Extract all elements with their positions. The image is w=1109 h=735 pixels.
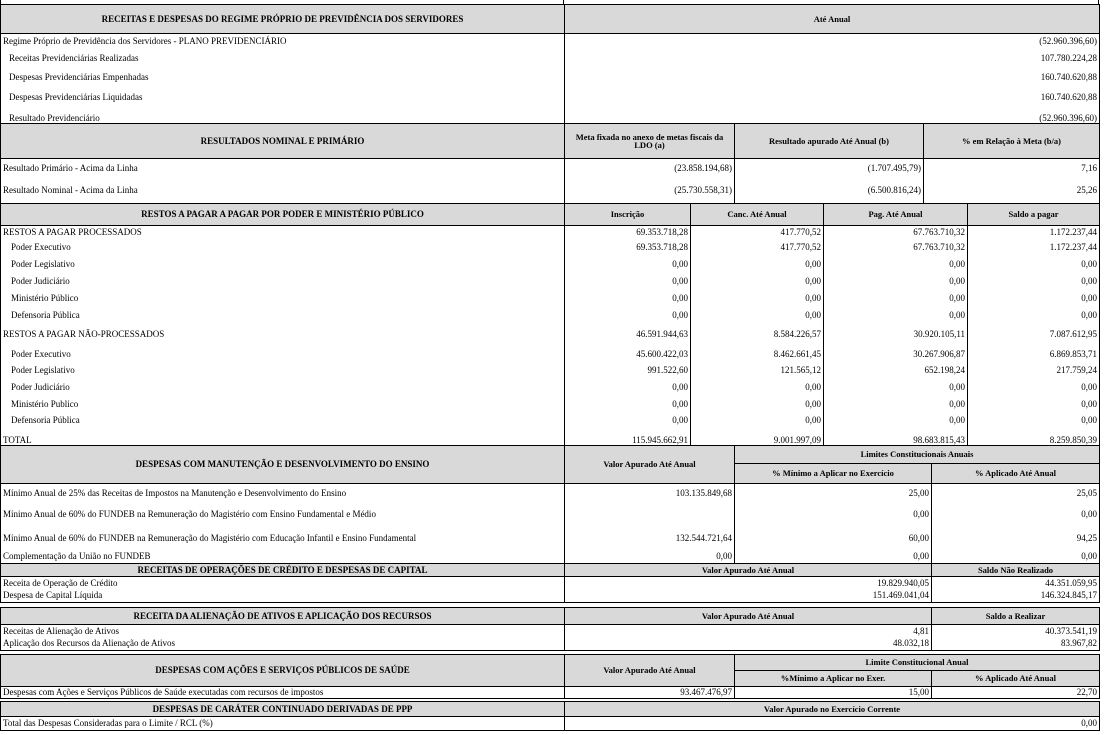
resultados-row-value: (6.500.816,24) bbox=[735, 178, 924, 204]
table-row bbox=[1, 290, 1100, 307]
restos-row-value: 0,00 bbox=[565, 379, 691, 396]
restos-row-value: 0,00 bbox=[968, 307, 1100, 324]
restos-row-value: 0,00 bbox=[691, 307, 824, 324]
mde-row-label: Complementação da União no FUNDEB bbox=[1, 550, 565, 564]
alienacao-header: RECEITA DA ALIENAÇÃO DE ATIVOS E APLICAÇÃO DOS RECURSOS bbox=[1, 608, 565, 625]
table-row bbox=[1, 484, 1100, 503]
restos-row-label: TOTAL bbox=[1, 429, 565, 453]
resultados-col-header: Resultado apurado Até Anual (b) bbox=[735, 124, 924, 159]
alienacao-row-value: 48.032,18 bbox=[565, 638, 932, 651]
mde-row-label: Mínimo Anual de 25% das Receitas de Impostos na Manutenção e Desenvolvimento do Ensino bbox=[1, 484, 565, 503]
mde-row-value bbox=[565, 503, 735, 527]
restos-row-value: 0,00 bbox=[691, 290, 824, 307]
header-row bbox=[1, 608, 1100, 625]
restos-row-value: 0,00 bbox=[968, 396, 1100, 413]
restos-row-value: 0,00 bbox=[824, 256, 968, 273]
table-row bbox=[1, 256, 1100, 273]
table-row bbox=[1, 527, 1100, 550]
header-row bbox=[1, 204, 1100, 226]
mde-row-value: 25,00 bbox=[735, 484, 932, 503]
mde-row-value: 60,00 bbox=[735, 527, 932, 550]
header-row bbox=[1, 5, 1100, 34]
table-row bbox=[1, 717, 1100, 731]
restos-row-value: 0,00 bbox=[968, 379, 1100, 396]
table-row bbox=[1, 396, 1100, 413]
restos-row-label: Poder Judiciário bbox=[1, 379, 565, 396]
restos-row-value: 8.584.226,57 bbox=[691, 324, 824, 346]
previdencia-row-label: Despesas Previdenciárias Liquidadas bbox=[1, 87, 565, 108]
credito-row-label: Despesa de Capital Líquida bbox=[1, 590, 565, 603]
credito-table bbox=[0, 563, 1100, 603]
mde-row-value: 103.135.849,68 bbox=[565, 484, 735, 503]
ppp-col-header: Valor Apurado no Exercício Corrente bbox=[565, 702, 1100, 717]
saude-table bbox=[0, 654, 1100, 699]
credito-row-value: 151.469.041,04 bbox=[565, 590, 932, 603]
mde-row-value: 0,00 bbox=[735, 503, 932, 527]
mde-row-value: 0,00 bbox=[735, 550, 932, 564]
restos-row-label: Poder Judiciário bbox=[1, 273, 565, 290]
restos-row-value: 67.763.710,32 bbox=[824, 239, 968, 256]
table-row bbox=[1, 68, 1100, 87]
restos-row-value: 0,00 bbox=[565, 307, 691, 324]
saude-row-value: 93.467.476,97 bbox=[565, 687, 735, 699]
restos-table bbox=[0, 203, 1100, 453]
resultados-row-label: Resultado Nominal - Acima da Linha bbox=[1, 178, 565, 204]
restos-header: RESTOS A PAGAR A PAGAR POR PODER E MINISTÉRIO PÚBLICO bbox=[1, 204, 565, 226]
table-row bbox=[1, 34, 1100, 49]
resultados-table bbox=[0, 123, 1100, 204]
restos-row-value: 67.763.710,32 bbox=[824, 226, 968, 239]
resultados-row-value: 25,26 bbox=[924, 178, 1100, 204]
restos-row-value: 0,00 bbox=[691, 273, 824, 290]
restos-row-value: 0,00 bbox=[565, 273, 691, 290]
restos-row-label: Defensoria Pública bbox=[1, 413, 565, 429]
restos-row-value: 0,00 bbox=[565, 290, 691, 307]
resultados-row-value: 7,16 bbox=[924, 159, 1100, 178]
restos-row-label: Poder Executivo bbox=[1, 346, 565, 363]
restos-row-value: 417.770,52 bbox=[691, 226, 824, 239]
mde-row-value: 0,00 bbox=[565, 550, 735, 564]
restos-row-value: 69.353.718,28 bbox=[565, 239, 691, 256]
restos-col-header: Canc. Até Anual bbox=[691, 204, 824, 226]
saude-col-valor: Valor Apurado Até Anual bbox=[565, 655, 735, 687]
table-row bbox=[1, 550, 1100, 564]
mde-row-value: 0,00 bbox=[932, 550, 1100, 564]
alienacao-row-label: Receitas de Alienação de Ativos bbox=[1, 625, 565, 638]
restos-row-value: 0,00 bbox=[565, 256, 691, 273]
saude-col-limite: Limite Constitucional Anual bbox=[735, 655, 1100, 671]
resultados-row-value: (1.707.495,79) bbox=[735, 159, 924, 178]
table-row bbox=[1, 590, 1100, 603]
table-row bbox=[1, 239, 1100, 256]
table-row bbox=[1, 577, 1100, 590]
previdencia-row-value: (52.960.396,60) bbox=[565, 34, 1100, 49]
mde-table bbox=[0, 445, 1100, 564]
previdencia-header: RECEITAS E DESPESAS DO REGIME PRÓPRIO DE PREVIDÊNCIA DOS SERVIDORES bbox=[1, 5, 565, 34]
restos-row-value: 0,00 bbox=[824, 413, 968, 429]
header-row bbox=[1, 702, 1100, 717]
table-row bbox=[1, 49, 1100, 68]
mde-col-valor: Valor Apurado Até Anual bbox=[565, 446, 735, 484]
restos-row-label: Poder Legislativo bbox=[1, 256, 565, 273]
alienacao-col-header: Valor Apurado Até Anual bbox=[565, 608, 932, 625]
restos-row-value: 0,00 bbox=[691, 413, 824, 429]
restos-row-value: 0,00 bbox=[968, 413, 1100, 429]
restos-row-value: 121.565,12 bbox=[691, 363, 824, 379]
credito-row-value: 146.324.845,17 bbox=[932, 590, 1100, 603]
credito-col-header: Valor Apurado Até Anual bbox=[565, 564, 932, 577]
header-row bbox=[1, 655, 1100, 671]
ppp-row-label: Total das Despesas Consideradas para o Limite / RCL (%) bbox=[1, 717, 565, 731]
restos-row-value: 0,00 bbox=[824, 379, 968, 396]
mde-col-aplic: % Aplicado Até Anual bbox=[932, 464, 1100, 484]
alienacao-col-header: Saldo a Realizar bbox=[932, 608, 1100, 625]
restos-row-value: 69.353.718,28 bbox=[565, 226, 691, 239]
restos-row-value: 991.522,60 bbox=[565, 363, 691, 379]
saude-row-label: Despesas com Ações e Serviços Públicos de Saúde executadas com recursos de impostos bbox=[1, 687, 565, 699]
table-row bbox=[1, 625, 1100, 638]
table-row bbox=[1, 159, 1100, 178]
header-row bbox=[1, 446, 1100, 464]
previdencia-row-label: Regime Próprio de Previdência dos Servidores - PLANO PREVIDENCIÁRIO bbox=[1, 34, 565, 49]
ppp-row-value: 0,00 bbox=[565, 717, 1100, 731]
resultados-row-label: Resultado Primário - Acima da Linha bbox=[1, 159, 565, 178]
restos-col-header: Pag. Até Anual bbox=[824, 204, 968, 226]
restos-row-value: 30.267.906,87 bbox=[824, 346, 968, 363]
restos-row-value: 7.087.612,95 bbox=[968, 324, 1100, 346]
ppp-header: DESPESAS DE CARÁTER CONTINUADO DERIVADAS DE PPP bbox=[1, 702, 565, 717]
mde-row-value: 25,05 bbox=[932, 484, 1100, 503]
restos-row-label: RESTOS A PAGAR PROCESSADOS bbox=[1, 226, 565, 239]
restos-row-value: 217.759,24 bbox=[968, 363, 1100, 379]
restos-row-value: 45.600.422,03 bbox=[565, 346, 691, 363]
ppp-table bbox=[0, 701, 1100, 731]
previdencia-row-value: 160.740.620,88 bbox=[565, 68, 1100, 87]
saude-row-value: 15,00 bbox=[735, 687, 932, 699]
restos-row-value: 46.591.944,63 bbox=[565, 324, 691, 346]
alienacao-row-value: 4,81 bbox=[565, 625, 932, 638]
restos-row-label: Defensoria Pública bbox=[1, 307, 565, 324]
credito-row-value: 19.829.940,05 bbox=[565, 577, 932, 590]
saude-row-value: 22,70 bbox=[932, 687, 1100, 699]
restos-row-value: 115.945.662,91 bbox=[565, 429, 691, 453]
restos-row-label: Ministério Publico bbox=[1, 396, 565, 413]
table-row bbox=[1, 307, 1100, 324]
previdencia-row-value: (52.960.396,60) bbox=[565, 108, 1100, 130]
restos-col-header: Saldo a pagar bbox=[968, 204, 1100, 226]
restos-row-value: 0,00 bbox=[691, 379, 824, 396]
restos-row-label: RESTOS A PAGAR NÃO-PROCESSADOS bbox=[1, 324, 565, 346]
restos-row-value: 9.001.997,09 bbox=[691, 429, 824, 453]
resultados-header: RESULTADOS NOMINAL E PRIMÁRIO bbox=[1, 124, 565, 159]
table-row bbox=[1, 273, 1100, 290]
table-row bbox=[1, 503, 1100, 527]
restos-row-value: 8.462.661,45 bbox=[691, 346, 824, 363]
restos-row-value: 652.198,24 bbox=[824, 363, 968, 379]
restos-row-value: 0,00 bbox=[691, 396, 824, 413]
resultados-row-value: (23.858.194,68) bbox=[565, 159, 735, 178]
restos-row-value: 0,00 bbox=[565, 396, 691, 413]
restos-row-value: 0,00 bbox=[565, 413, 691, 429]
credito-col-header: Saldo Não Realizado bbox=[932, 564, 1100, 577]
restos-row-value: 30.920.105,11 bbox=[824, 324, 968, 346]
mde-col-min: % Mínimo a Aplicar no Exercício bbox=[735, 464, 932, 484]
table-row bbox=[1, 363, 1100, 379]
previdencia-col-header: Até Anual bbox=[565, 5, 1100, 34]
table-row bbox=[1, 87, 1100, 108]
table-row bbox=[1, 379, 1100, 396]
mde-header: DESPESAS COM MANUTENÇÃO E DESENVOLVIMENTO DO ENSINO bbox=[1, 446, 565, 484]
resultados-col-header: Meta fixada no anexo de metas fiscais da LDO (a) bbox=[565, 124, 735, 159]
mde-row-value: 94,25 bbox=[932, 527, 1100, 550]
resultados-col-header: % em Relação à Meta (b/a) bbox=[924, 124, 1100, 159]
previdencia-row-label: Despesas Previdenciárias Empenhadas bbox=[1, 68, 565, 87]
restos-row-value: 0,00 bbox=[968, 290, 1100, 307]
header-row bbox=[1, 564, 1100, 577]
alienacao-row-value: 83.967,82 bbox=[932, 638, 1100, 651]
table-row bbox=[1, 324, 1100, 346]
saude-col-aplic: % Aplicado Até Anual bbox=[932, 671, 1100, 687]
mde-col-limites: Limites Constitucionais Anuais bbox=[735, 446, 1100, 464]
mde-row-label: Mínimo Anual de 60% do FUNDEB na Remuneração do Magistério com Ensino Fundamental e Médio bbox=[1, 503, 565, 527]
table-row bbox=[1, 413, 1100, 429]
restos-row-value: 0,00 bbox=[691, 256, 824, 273]
restos-row-value: 417.770,52 bbox=[691, 239, 824, 256]
restos-col-header: Inscrição bbox=[565, 204, 691, 226]
restos-row-label: Poder Executivo bbox=[1, 239, 565, 256]
mde-row-label: Mínimo Anual de 60% do FUNDEB na Remuneração do Magistério com Educação Infantil e Ensino Fundamental bbox=[1, 527, 565, 550]
credito-row-label: Receita de Operação de Crédito bbox=[1, 577, 565, 590]
alienacao-row-label: Aplicação dos Recursos da Alienação de Ativos bbox=[1, 638, 565, 651]
restos-row-value: 0,00 bbox=[968, 273, 1100, 290]
table-row bbox=[1, 638, 1100, 651]
restos-row-label: Poder Legislativo bbox=[1, 363, 565, 379]
table-row bbox=[1, 346, 1100, 363]
restos-row-value: 98.683.815,43 bbox=[824, 429, 968, 453]
saude-header: DESPESAS COM AÇÕES E SERVIÇOS PÚBLICOS DE SAÚDE bbox=[1, 655, 565, 687]
table-row bbox=[1, 687, 1100, 699]
table-row bbox=[1, 178, 1100, 204]
restos-row-label: Ministério Público bbox=[1, 290, 565, 307]
restos-row-value: 8.259.850,39 bbox=[968, 429, 1100, 453]
previdencia-table bbox=[0, 4, 1100, 130]
alienacao-table bbox=[0, 607, 1100, 651]
credito-row-value: 44.351.059,95 bbox=[932, 577, 1100, 590]
previdencia-row-label: Receitas Previdenciárias Realizadas bbox=[1, 49, 565, 68]
restos-row-value: 0,00 bbox=[968, 256, 1100, 273]
resultados-row-value: (25.730.558,31) bbox=[565, 178, 735, 204]
previdencia-row-label: Resultado Previdenciário bbox=[1, 108, 565, 130]
previdencia-row-value: 107.780.224,28 bbox=[565, 49, 1100, 68]
credito-header: RECEITAS DE OPERAÇÕES DE CRÉDITO E DESPESAS DE CAPITAL bbox=[1, 564, 565, 577]
restos-row-value: 1.172.237,44 bbox=[968, 239, 1100, 256]
restos-row-value: 1.172.237,44 bbox=[968, 226, 1100, 239]
previdencia-row-value: 160.740.620,88 bbox=[565, 87, 1100, 108]
saude-col-min: %Mínimo a Aplicar no Exer. bbox=[735, 671, 932, 687]
restos-row-value: 0,00 bbox=[824, 396, 968, 413]
restos-row-value: 0,00 bbox=[824, 307, 968, 324]
mde-row-value: 132.544.721,64 bbox=[565, 527, 735, 550]
restos-row-value: 6.869.853,71 bbox=[968, 346, 1100, 363]
restos-row-value: 0,00 bbox=[824, 273, 968, 290]
restos-row-value: 0,00 bbox=[824, 290, 968, 307]
alienacao-row-value: 40.373.541,19 bbox=[932, 625, 1100, 638]
mde-row-value: 0,00 bbox=[932, 503, 1100, 527]
table-row bbox=[1, 226, 1100, 239]
header-row bbox=[1, 124, 1100, 159]
